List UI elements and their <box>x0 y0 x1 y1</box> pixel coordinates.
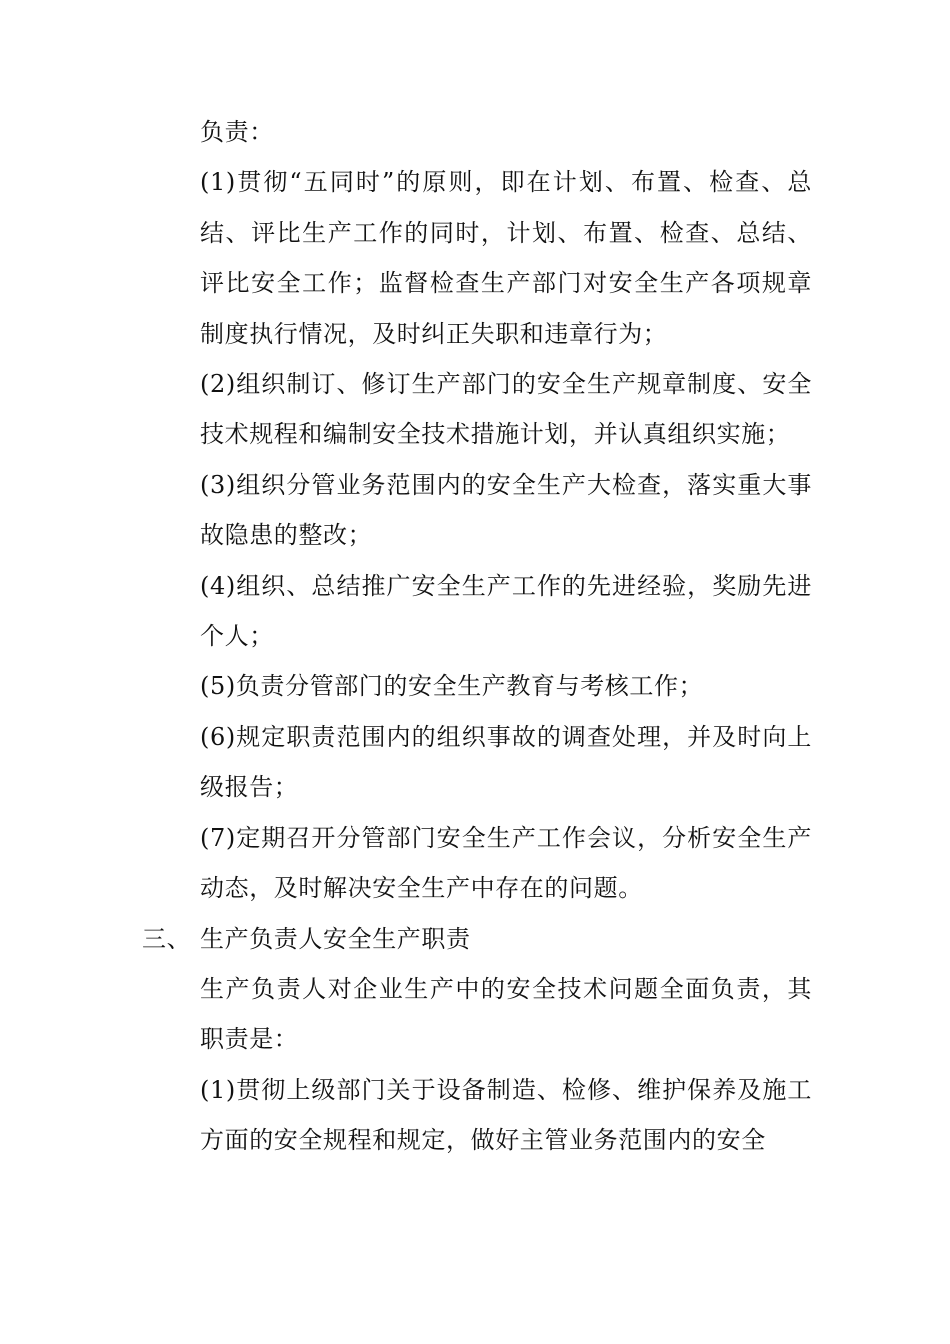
duty-item-1: (1)贯彻“五同时”的原则，即在计划、布置、检查、总结、评比生产工作的同时，计划、布置、检查、总结、评比安全工作；监督检查生产部门对安全生产各项规章制度执行情况，及时纠正失职和违章行为； <box>200 168 812 348</box>
duty-item-6: (6)规定职责范围内的组织事故的调查处理，并及时向上级报告； <box>200 722 812 802</box>
section-title: 生产负责人安全生产职责 <box>200 924 471 953</box>
section-duty-item-1: (1)贯彻上级部门关于设备制造、检修、维护保养及施工方面的安全规程和规定，做好主管业务范围内的安全 <box>200 1075 812 1155</box>
section-intro-paragraph: 生产负责人对企业生产中的安全技术问题全面负责，其职责是： <box>200 974 812 1054</box>
duty-item-2: (2)组织制订、修订生产部门的安全生产规章制度、安全技术规程和编制安全技术措施计划，并认真组织实施； <box>200 370 812 449</box>
duty-item-3: (3)组织分管业务范围内的安全生产大检查，落实重大事故隐患的整改； <box>200 470 812 550</box>
duty-item-7: (7)定期召开分管部门安全生产工作会议，分析安全生产动态，及时解决安全生产中存在的问题。 <box>200 823 812 903</box>
section-heading <box>142 914 812 964</box>
section-number: 三、 <box>142 924 192 953</box>
duty-item-4: (4)组织、总结推广安全生产工作的先进经验，奖励先进个人； <box>200 571 812 651</box>
paragraph-intro: 负责： <box>200 118 274 146</box>
document-body <box>142 107 812 1166</box>
duty-item-5: (5)负责分管部门的安全生产教育与考核工作； <box>200 672 704 701</box>
